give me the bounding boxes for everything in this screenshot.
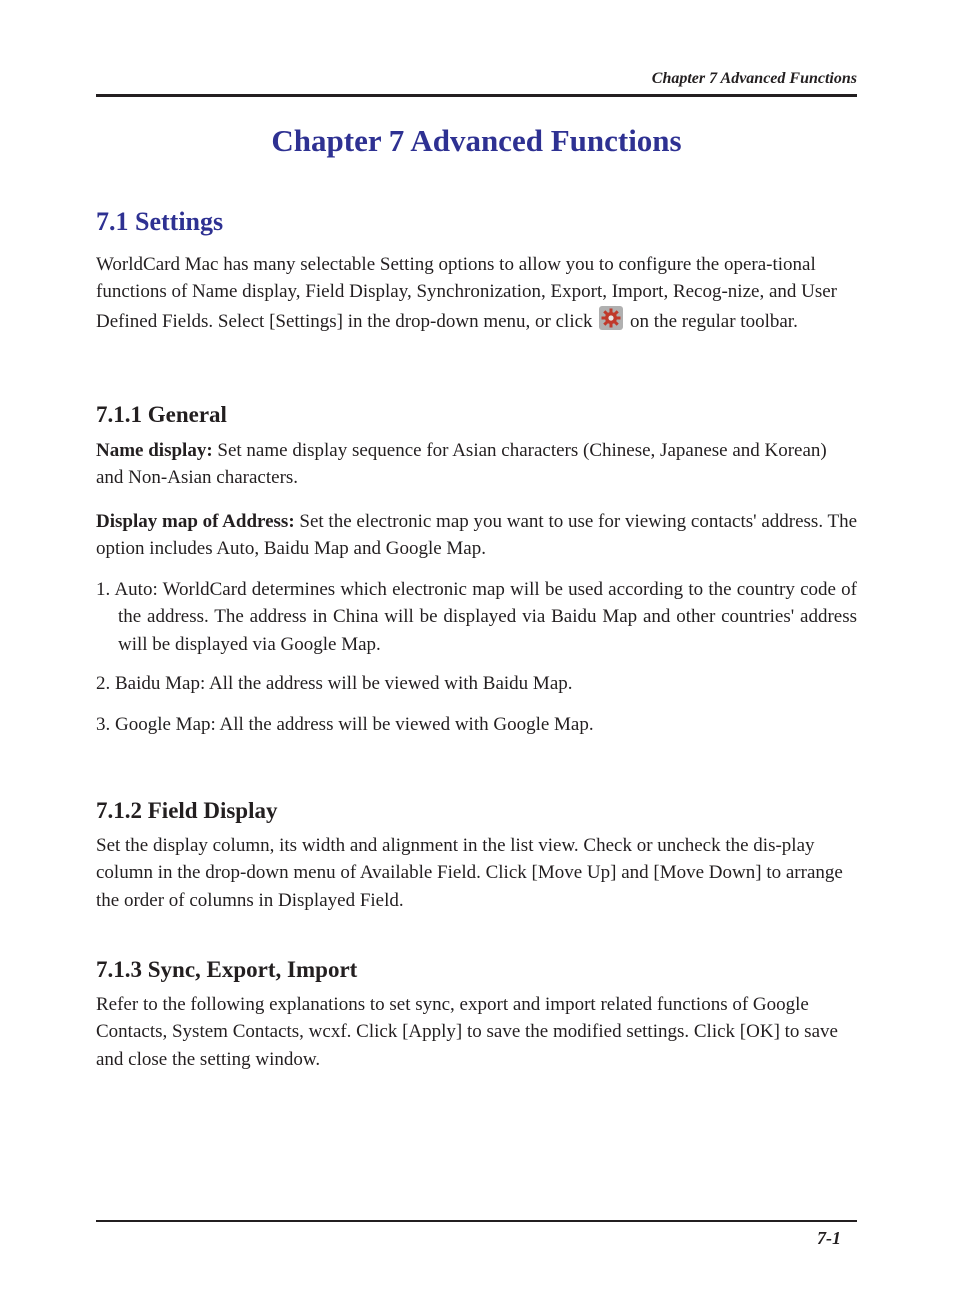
list-item-auto: 1. Auto: WorldCard determines which electronic map will be used according to the country code of the address. The address in China will be displayed via Baidu Map and other countries' address will be displayed via Google Map. [96,579,857,655]
map-text: Set the electronic map you want to use for viewing contacts' address. The option includes Auto, Baidu Map and Google Map. [96,511,858,560]
chapter-title: Chapter 7 Advanced Functions [271,123,682,158]
subsection-title-general: 7.1.1 General [96,402,227,427]
field-display-paragraph: Set the display column, its width and alignment in the list view. Check or uncheck the dis-play column in the drop-down menu of Available Field. Click [Move Up] and [Move Down] to arrange the order of columns in Displayed Field. [96,835,843,911]
gear-icon [599,306,623,330]
map-label: Display map of Address: [96,511,295,532]
settings-intro [96,251,857,335]
name-display-paragraph [96,437,857,492]
settings-intro-tail: on the regular toolbar. [630,310,798,332]
subsection-title-field-display: 7.1.2 Field Display [96,798,278,823]
sync-export-import-paragraph: Refer to the following explanations to set sync, export and import related functions of Google Contacts, System Contacts, wcxf. Click [Apply] to save the modified settings. Click [OK] to save and close the setting window. [96,994,838,1070]
list-item-google: 3. Google Map: All the address will be viewed with Google Map. [96,714,594,735]
subsection-title-sync-export-import: 7.1.3 Sync, Export, Import [96,957,358,982]
map-paragraph [96,508,857,563]
section-title-settings: 7.1 Settings [96,207,224,236]
header-rule [96,94,857,97]
gear-icon-glyph [601,308,621,328]
running-header: Chapter 7 Advanced Functions [651,70,857,87]
footer-rule [96,1220,857,1222]
name-display-text: Set name display sequence for Asian characters (Chinese, Japanese and Korean) and Non-Asian characters. [96,440,827,489]
list-item-baidu: 2. Baidu Map: All the address will be viewed with Baidu Map. [96,673,573,694]
page-number: 7-1 [817,1228,841,1248]
settings-intro-text: WorldCard Mac has many selectable Setting options to allow you to configure the opera-tional functions of Name display, Field Display, Synchronization, Export, Import, Recog-nize, and User Defined Fields. Select [Settings] in the drop-down menu, or click [96,254,838,332]
name-display-label: Name display: [96,440,213,461]
